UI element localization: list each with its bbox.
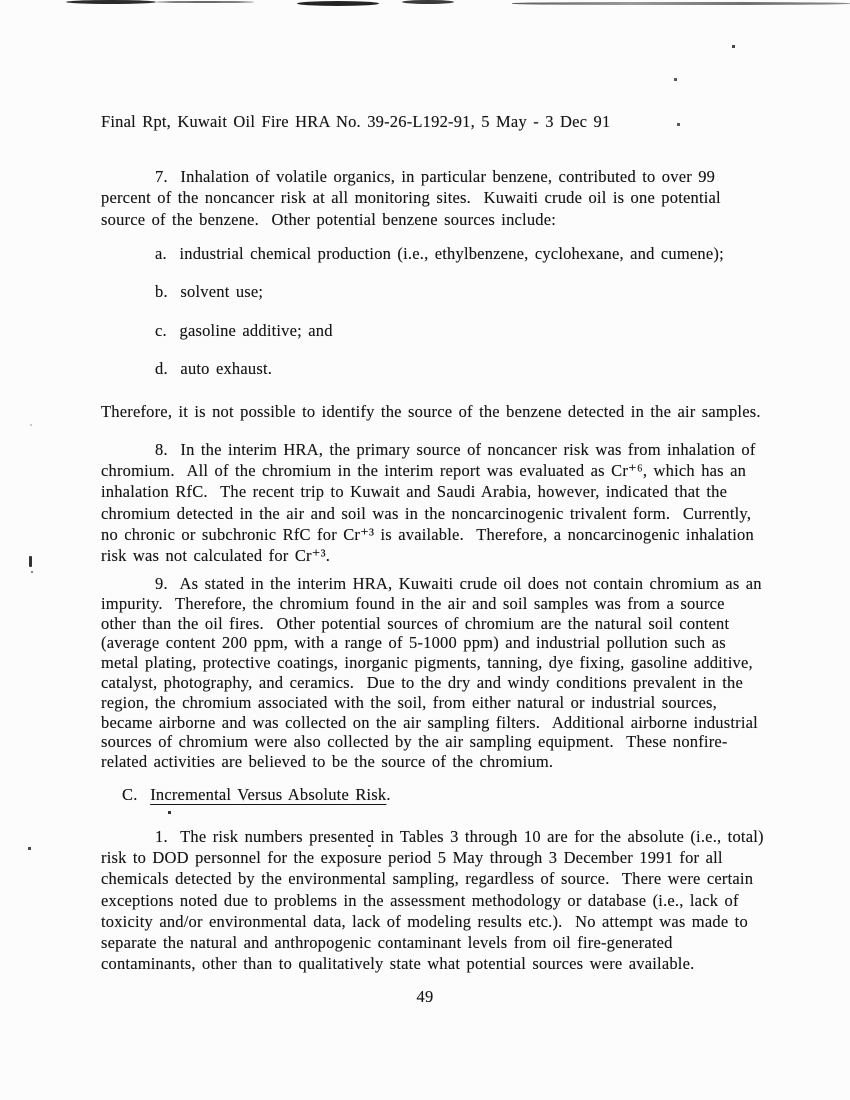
text-line: became airborne and was collected on the air sampling filters. Additional airborne industrial	[101, 712, 758, 732]
page-number: 49	[416, 987, 434, 1006]
section-c-title: Incremental Versus Absolute Risk	[150, 785, 387, 804]
text-line: percent of the noncancer risk at all monitoring sites. Kuwaiti crude oil is one potential	[101, 188, 721, 208]
paragraph-8	[101, 439, 756, 566]
scan-artifact-top-streak	[156, 1, 254, 3]
paragraph-1	[101, 826, 764, 974]
text-line: no chronic or subchronic RfC for Cr⁺³ is available. Therefore, a noncarcinogenic inhalation	[101, 524, 754, 544]
text-line: contaminants, other than to qualitatively state what potential sources were available.	[101, 954, 695, 974]
scan-artifact-top-streak	[402, 0, 454, 4]
text-line: chromium detected in the air and soil was in the noncarcinogenic trivalent form. Currently,	[101, 503, 752, 523]
scan-speck	[30, 424, 32, 426]
scan-speck	[28, 847, 31, 850]
text-line: region, the chromium associated with the soil, from either natural or industrial sources,	[101, 692, 717, 712]
scan-speck	[31, 571, 33, 573]
text-line: related activities are believed to be the source of the chromium.	[101, 752, 554, 772]
text-line: risk to DOD personnel for the exposure period 5 May through 3 December 1991 for all	[101, 848, 723, 868]
scan-artifact-top-streak	[297, 1, 379, 6]
text-line: b. solvent use;	[155, 282, 264, 302]
text-line: inhalation RfC. The recent trip to Kuwait and Saudi Arabia, however, indicated that the	[101, 482, 728, 502]
paragraph-conclusion	[101, 401, 761, 422]
text-line: impurity. Therefore, the chromium found in the air and soil samples was from a source	[101, 593, 725, 613]
text-line: exceptions noted due to problems in the assessment methodology or database (i.e., lack of	[101, 890, 739, 910]
scan-speck	[732, 45, 735, 48]
section-c-heading	[122, 785, 391, 805]
paragraph-7	[101, 166, 721, 230]
text-line: toxicity and/or environmental data, lack of modeling results etc.). No attempt was made to	[101, 911, 748, 931]
section-c-period: .	[386, 785, 391, 804]
text-line: chemicals detected by the environmental sampling, regardless of source. There were certain	[101, 869, 754, 889]
text-line: 8. In the interim HRA, the primary source of noncancer risk was from inhalation of	[155, 440, 756, 459]
section-c-label: C.	[122, 785, 151, 804]
document-header: Final Rpt, Kuwait Oil Fire HRA No. 39-26-L192-91, 5 May - 3 Dec 91	[101, 112, 611, 131]
text-line: separate the natural and anthropogenic contaminant levels from oil fire-generated	[101, 933, 673, 953]
text-line: catalyst, photography, and ceramics. Due to the dry and windy conditions prevalent in the	[101, 672, 743, 692]
text-line: a. industrial chemical production (i.e., ethylbenzene, cyclohexane, and cumene);	[155, 244, 724, 263]
text-line: 9. As stated in the interim HRA, Kuwaiti crude oil does not contain chromium as an	[155, 574, 762, 593]
scan-speck	[677, 123, 680, 126]
scan-artifact-top-streak	[512, 2, 850, 5]
scan-speck	[674, 78, 677, 81]
paragraph-9	[101, 574, 762, 772]
text-line: Therefore, it is not possible to identify the source of the benzene detected in the air samples.	[101, 402, 761, 421]
benzene-sources-list	[155, 243, 724, 397]
scan-speck	[29, 556, 32, 567]
text-line: (average content 200 ppm, with a range of 5-1000 ppm) and industrial pollution such as	[101, 633, 726, 653]
text-line: c. gasoline additive; and	[155, 320, 333, 340]
text-line: other than the oil fires. Other potential sources of chromium are the natural soil content	[101, 613, 730, 633]
text-line: chromium. All of the chromium in the interim report was evaluated as Cr⁺⁶, which has an	[101, 461, 747, 481]
text-line: sources of chromium were also collected by the air sampling equipment. These nonfire-	[101, 732, 728, 752]
text-line: 1. The risk numbers presented in Tables 3 through 10 are for the absolute (i.e., total)	[155, 827, 764, 846]
text-line: metal plating, protective coatings, inorganic pigments, tanning, dye fixing, gasoline additive,	[101, 653, 753, 673]
text-line: source of the benzene. Other potential benzene sources include:	[101, 209, 557, 229]
text-line: d. auto exhaust.	[155, 359, 273, 379]
scan-speck	[168, 811, 171, 814]
scan-artifact-top-streak	[66, 0, 156, 4]
text-line: 7. Inhalation of volatile organics, in particular benzene, contributed to over 99	[155, 167, 716, 186]
text-line: risk was not calculated for Cr⁺³.	[101, 546, 331, 566]
